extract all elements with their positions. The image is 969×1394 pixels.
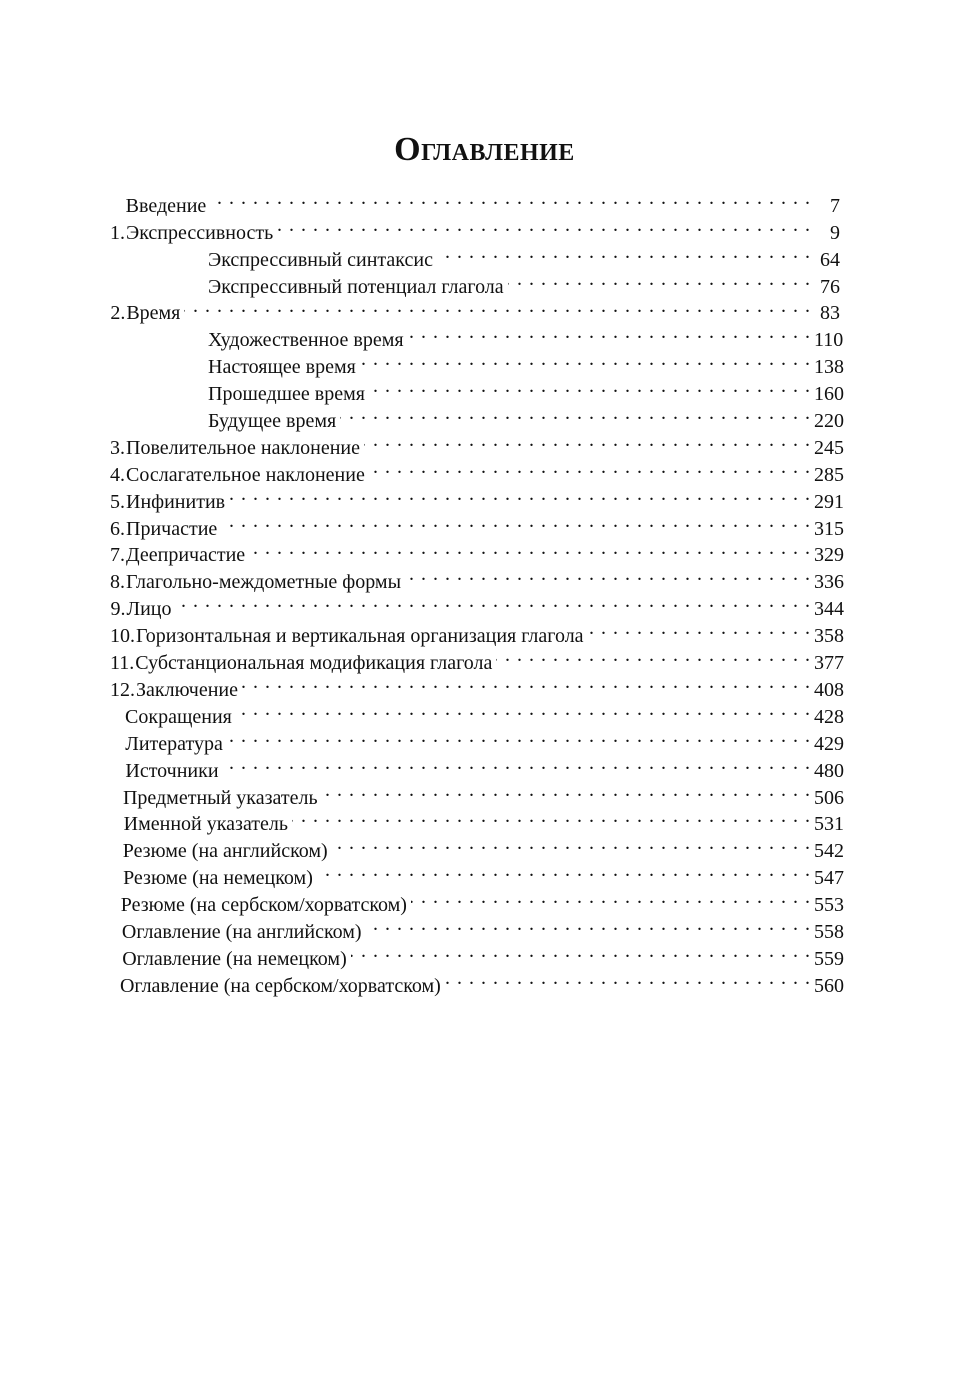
toc-entry-title: Литература [125,732,223,755]
toc-entry-page-number: 329 [814,544,844,567]
toc-entry [110,212,840,244]
toc-entry-number: 11. [110,652,135,675]
toc-entry-page-number: 9 [830,221,840,244]
toc-entry-page-number: 408 [814,678,844,701]
toc-entry-title: Экспрессивный потенциал глагола [208,275,504,298]
toc-entry-page-number: 138 [814,356,844,379]
toc-entry-title: Источники [125,759,219,782]
toc-dot-leader [317,857,810,884]
toc-dot-leader [221,508,810,535]
toc-dot-leader [249,535,810,562]
toc-entry-number: 8. [110,571,125,594]
toc-entry-page-number: 429 [814,732,844,755]
toc-entry [110,535,844,567]
toc-dot-leader [408,319,810,346]
toc-dot-leader [277,212,810,239]
toc-entry-title: Заключение [136,678,238,701]
toc-dot-leader [227,723,810,750]
toc-entry [110,185,840,217]
toc-entry-number: 1. [110,221,125,244]
toc-entry-page-number: 344 [814,598,844,621]
toc-dot-leader [360,346,810,373]
toc-entry-page-number: 315 [814,517,844,540]
toc-entry-title: Оглавление (на немецком) [122,947,347,970]
toc-dot-leader [366,911,810,938]
toc-entry-title: Повелительное наклонение [126,436,361,459]
toc-dot-leader [210,185,810,212]
toc-dot-leader [332,830,810,857]
toc-entry-page-number: 7 [830,194,840,217]
toc-entry-page-number: 336 [814,571,844,594]
toc-dot-leader [242,669,810,696]
toc-entry-title: Введение [125,194,207,217]
toc-entry-page-number: 428 [814,705,844,728]
toc-entry-title: Прошедшее время [208,383,365,406]
toc-dot-leader [236,696,810,723]
toc-entry-number: 7. [110,544,125,567]
toc-entry-page-number: 358 [814,625,844,648]
toc-dot-leader [176,588,810,615]
toc-entry-page-number: 76 [820,275,840,298]
toc-dot-leader [496,642,810,669]
toc-entry [110,293,840,325]
toc-entry-title: Экспрессивный синтаксис [208,248,433,271]
toc-entry-page-number: 83 [820,302,840,325]
toc-entry [110,319,844,352]
toc-entry-page-number: 220 [814,410,844,433]
toc-entry-page-number: 110 [814,329,844,352]
toc-dot-leader [292,803,810,830]
toc-entry-title: Лицо [126,598,172,621]
toc-entry-number: 9. [110,598,126,621]
toc-entry-title: Будущее время [208,410,337,433]
toc-entry-title: Именной указатель [123,813,289,836]
toc-dot-leader [588,615,810,642]
toc-entry-page-number: 553 [814,894,844,917]
toc-entry-number: 5. [110,490,125,513]
toc-entry-title: Горизонтальная и вертикальная организация глагола [136,625,584,648]
toc-entry-page-number: 559 [814,947,844,970]
toc-entry-title: Резюме (на немецком) [123,867,313,890]
toc-entry-title: Оглавление (на сербском/хорватском) [119,974,441,997]
toc-entry-number: 4. [110,463,125,486]
toc-dot-leader [351,938,810,965]
toc-entry [110,588,844,621]
toc-dot-leader [445,965,810,992]
toc-dot-leader [369,454,810,481]
table-of-contents [110,185,844,997]
toc-entry-page-number: 558 [814,920,844,943]
toc-entry-number: 3. [110,436,125,459]
toc-entry-page-number: 547 [814,867,844,890]
toc-dot-leader [223,750,810,777]
toc-entry-number: 6. [110,517,125,540]
toc-entry-title: Настоящее время [208,356,356,379]
toc-entry-title: Субстанциональная модификация глагола [135,652,493,675]
toc-entry-number: 10. [110,625,135,648]
toc-entry [110,615,844,648]
toc-entry-page-number: 245 [814,436,844,459]
toc-entry-page-number: 160 [814,383,844,406]
toc-entry-page-number: 377 [814,652,844,675]
toc-entry-page-number: 506 [814,786,844,809]
toc-entry-title: Причастие [126,517,218,540]
toc-entry-title: Сокращения [125,705,232,728]
toc-entry-page-number: 560 [814,974,844,997]
toc-entry-title: Глагольно-междометные формы [126,571,402,594]
toc-entry-title: Время [126,302,181,325]
toc-entry [110,777,844,809]
toc-dot-leader [369,373,810,400]
toc-dot-leader [322,777,810,804]
toc-entry-page-number: 291 [814,490,844,513]
toc-entry-page-number: 531 [814,813,844,836]
toc-dot-leader [229,481,810,508]
toc-entry-title: Экспрессивность [126,221,274,244]
toc-dot-leader [411,884,810,911]
toc-entry-title: Оглавление (на английском) [121,920,362,943]
toc-entry-page-number: 480 [814,759,844,782]
toc-dot-leader [184,293,810,320]
toc-dot-leader [508,266,810,293]
toc-entry-page-number: 285 [814,463,844,486]
toc-dot-leader [340,400,810,427]
toc-entry-title: Инфинитив [126,490,226,513]
toc-dot-leader [364,427,810,454]
toc-entry-title: Предметный указатель [122,786,318,809]
toc-entry-title: Деепричастие [126,544,246,567]
page-title: Оглавление [394,130,575,168]
toc-dot-leader [405,561,810,588]
toc-entry-page-number: 64 [820,248,840,271]
toc-entry-title: Резюме (на английском) [122,840,328,863]
toc-dot-leader [437,239,810,266]
toc-entry-title: Сослагательное наклонение [126,463,365,486]
toc-entry-page-number: 542 [814,840,844,863]
toc-entry-number: 2. [110,302,126,325]
toc-entry-title: Художественное время [208,329,404,352]
toc-entry-title: Резюме (на сербском/хорватском) [120,894,407,917]
toc-entry-number: 12. [110,678,135,701]
